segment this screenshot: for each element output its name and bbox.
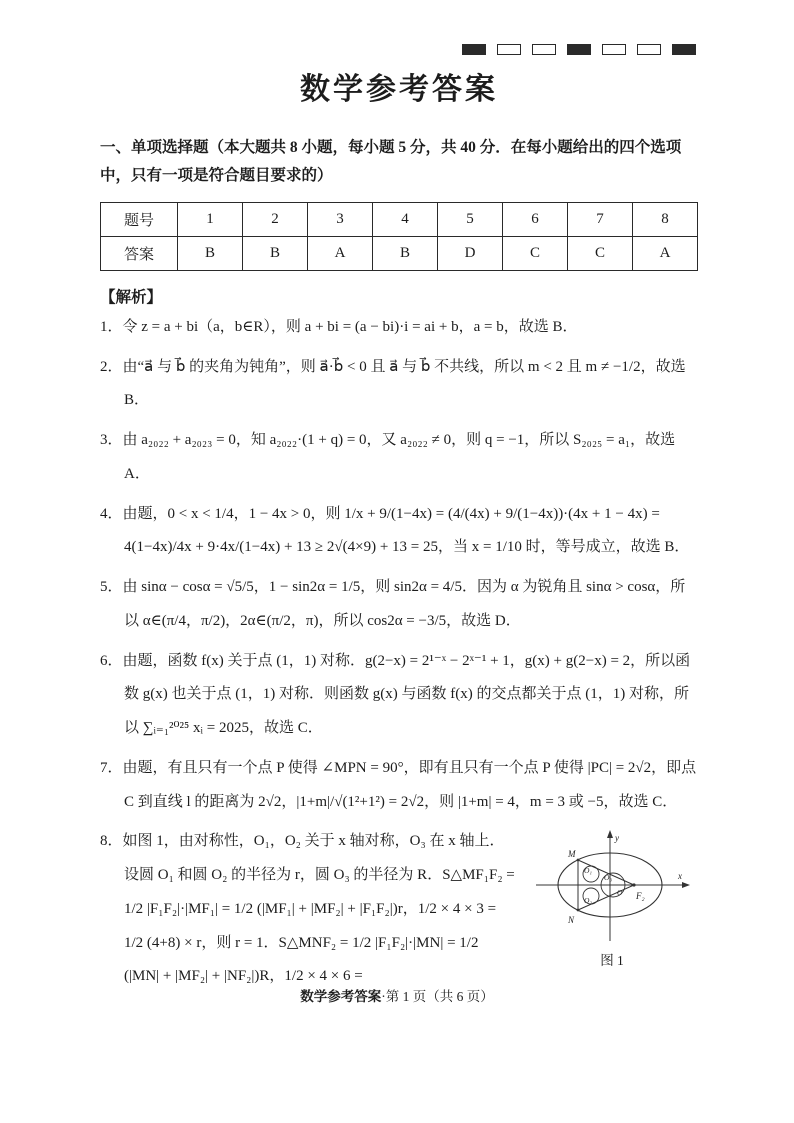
figure-label-O1: O₁ [584, 866, 593, 876]
question-number-cell: 3 [308, 202, 373, 236]
solution-7: 7．由题，有且只有一个点 P 使得 ∠MPN = 90°，即有且只有一个点 P 使得 |PC| = 2√2，即点 C 到直线 l 的距离为 2√2，|1+m|/√(1²+1²) = 2√2，则 |1+m| = 4，m = 3 或 −5，故选 C． [100, 759, 697, 810]
answer-cell: B [178, 236, 243, 270]
answer-cell: C [503, 236, 568, 270]
page-footer [0, 985, 794, 1005]
question-number-header: 题号 [101, 202, 178, 236]
outline-mark-icon [637, 44, 661, 55]
answer-cell: C [568, 236, 633, 270]
solution-8-text: 8．如图 1，由对称性，O₁，O₂ 关于 x 轴对称，O₃ 在 x 轴上．设圆 O₁ 和圆 O₂ 的半径为 r，圆 O₃ 的半径为 R．S△MF₁F₂ = 1/2 |F₁F₂|·|MF₁| = 1/2 (|MF₁| + |MF₂| + |F₁F₂|)r，1/2 × 4 × 3 = 1/2 (4+8) × r，则 r = 1．S△MNF₂ = 1/2 |F₁F₂|·|MN| = 1/2 (|MN| + |MF₂| + |NF₂|)R，1/2 × 4 × 6 = [100, 833, 515, 985]
answer-table [100, 202, 698, 271]
section-heading: 一、单项选择题（本大题共 8 小题，每小题 5 分，共 40 分．在每小题给出的四个选项中，只有一项是符合题目要求的） [100, 139, 682, 184]
figure-label-O2: O₂ [584, 896, 593, 906]
answer-cell: D [438, 236, 503, 270]
figure-label-O: O [617, 888, 623, 898]
filled-mark-icon [672, 44, 696, 55]
answer-cell: A [308, 236, 373, 270]
figure-label-O3: O₃ [604, 873, 613, 883]
solution-1: 1．令 z = a + bi（a，b∈R），则 a + bi = (a − bi)·i = ai + b，a = b，故选 B． [100, 318, 578, 335]
figure-label-x: x [678, 871, 682, 882]
figure-label-M: M [568, 849, 576, 860]
footer-page-info: ·第 1 页（共 6 页） [381, 989, 494, 1004]
figure-label-N: N [568, 915, 575, 926]
registration-marks [451, 40, 696, 58]
question-number-cell: 7 [568, 202, 633, 236]
solution-4: 4．由题，0 < x < 1/4，1 − 4x > 0，则 1/x + 9/(1−4x) = (4/(4x) + 9/(1−4x))·(4x + 1 − 4x) = 4(1−4x)/4x + 9·4x/(1−4x) + 13 ≥ 2√(4×9) + 13 = 25，当 x = 1/10 时，等号成立，故选 B． [100, 505, 690, 556]
figure-label-F2: F₂ [636, 891, 645, 902]
question-number-cell: 2 [243, 202, 308, 236]
footer-title: 数学参考答案 [300, 989, 382, 1004]
question-number-cell: 5 [438, 202, 503, 236]
analysis-label: 【解析】 [100, 288, 163, 306]
solution-2: 2．由“a⃗ 与 b⃗ 的夹角为钝角”，则 a⃗·b⃗ < 0 且 a⃗ 与 b⃗ 不共线，所以 m < 2 且 m ≠ −1/2，故选 B． [100, 358, 686, 409]
outline-mark-icon [497, 44, 521, 55]
ellipse-diagram [526, 829, 698, 947]
solution-8 [100, 825, 698, 994]
question-number-cell: 1 [178, 202, 243, 236]
figure-1 [526, 829, 698, 969]
answer-header: 答案 [101, 236, 178, 270]
solution-3: 3．由 a₂₀₂₂ + a₂₀₂₃ = 0，知 a₂₀₂₂·(1 + q) = 0，又 a₂₀₂₂ ≠ 0，则 q = −1，所以 S₂₀₂₅ = a₁，故选 A． [100, 432, 676, 482]
filled-mark-icon [567, 44, 591, 55]
solution-5: 5．由 sinα − cosα = √5/5，1 − sin2α = 1/5，则 sin2α = 4/5．因为 α 为锐角且 sinα > cosα，所以 α∈(π/4，π/2)，2α∈(π/2，π)，所以 cos2α = −3/5，故选 D． [100, 579, 686, 629]
answer-cell: A [633, 236, 698, 270]
solution-6: 6．由题，函数 f(x) 关于点 (1，1) 对称．g(2−x) = 2¹⁻ˣ − 2ˣ⁻¹ + 1，g(x) + g(2−x) = 2，所以函数 g(x) 也关于点 (1，1) 对称．则函数 g(x) 与函数 f(x) 的交点都关于点 (1，1) 对称，所以 ∑ᵢ₌₁²⁰²⁵ xᵢ = 2025，故选 C． [100, 652, 691, 737]
figure-label-y: y [615, 833, 619, 844]
question-number-cell: 6 [503, 202, 568, 236]
outline-mark-icon [602, 44, 626, 55]
outline-mark-icon [532, 44, 556, 55]
solutions-list [100, 311, 698, 994]
filled-mark-icon [462, 44, 486, 55]
answer-cell: B [243, 236, 308, 270]
table-row-question-numbers [101, 202, 698, 236]
figure-caption: 图 1 [600, 953, 624, 969]
question-number-cell: 4 [373, 202, 438, 236]
answer-cell: B [373, 236, 438, 270]
page-title: 数学参考答案 [300, 73, 498, 106]
question-number-cell: 8 [633, 202, 698, 236]
table-row-answers [101, 236, 698, 270]
